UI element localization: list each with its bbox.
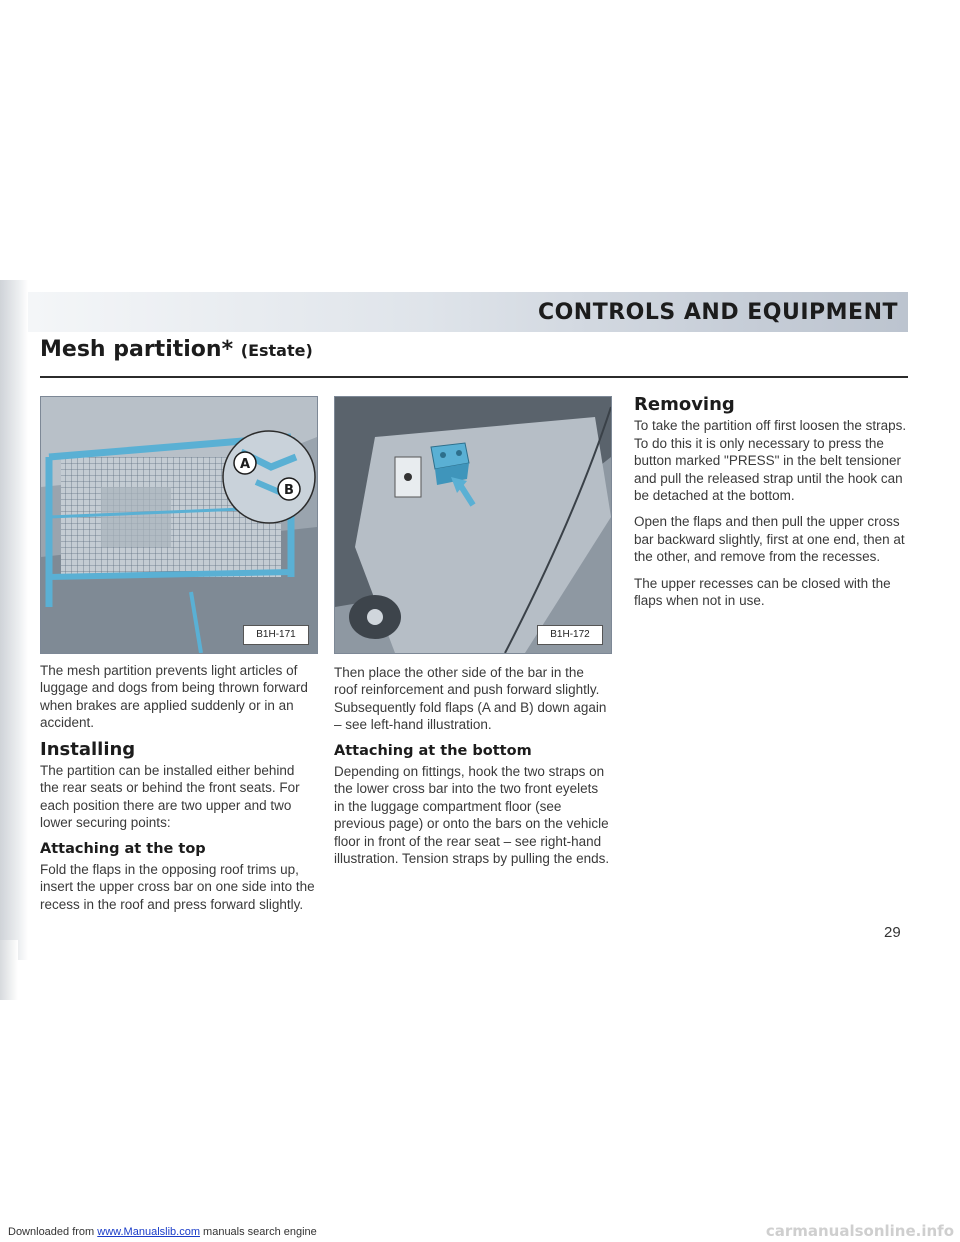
page-title bbox=[40, 337, 313, 362]
callout-b-label: B bbox=[284, 483, 294, 498]
removing-paragraph-2: Open the flaps and then pull the upper cross bar backward slightly, first at one end, then at the other, and remove from the recesses. bbox=[634, 514, 905, 565]
illustration-mesh-partition bbox=[40, 396, 318, 654]
attaching-top-paragraph: Fold the flaps in the opposing roof trims up, insert the upper cross bar on one side into the recess in the roof and press forward slightly. bbox=[40, 862, 315, 912]
removing-paragraph-1: To take the partition off first loosen the straps. To do this it is only necessary to press the button marked "PRESS" in the belt tensioner and pull the released strap until the hook can be detached at the bottom. bbox=[634, 418, 907, 504]
watermark-text: carmanualsonline.info bbox=[765, 1222, 954, 1240]
intro-paragraph: The mesh partition prevents light articles of luggage and dogs from being thrown forward when brakes are applied suddenly or in an accident. bbox=[40, 663, 308, 731]
page-title-main: Mesh partition* bbox=[40, 337, 234, 362]
attaching-bottom-paragraph: Depending on fittings, hook the two straps on the lower cross bar into the two front eyelets in the luggage compartment floor (see previous page) or onto the bars on the vehicle floor in front of the rear seat – see right-hand illustration. Tension straps by pulling the ends. bbox=[334, 764, 610, 867]
footer-prefix: Downloaded from bbox=[8, 1226, 98, 1238]
manualslib-link[interactable]: www.Manualslib.com bbox=[97, 1226, 200, 1238]
middle-column bbox=[334, 664, 610, 876]
heading-rule bbox=[40, 376, 908, 378]
footer-suffix: manuals search engine bbox=[199, 1226, 317, 1238]
figure-code-left: B1H-171 bbox=[243, 625, 309, 645]
attaching-top-heading: Attaching at the top bbox=[40, 840, 206, 857]
installing-heading: Installing bbox=[40, 738, 136, 760]
download-footer bbox=[8, 1226, 317, 1238]
section-title: CONTROLS AND EQUIPMENT bbox=[537, 300, 898, 325]
attaching-bottom-heading: Attaching at the bottom bbox=[334, 742, 532, 759]
callout-a-label: A bbox=[239, 457, 251, 472]
page-edge-shadow bbox=[0, 280, 28, 960]
mesh-partition-drawing bbox=[41, 397, 317, 653]
page-edge-shadow-lower bbox=[0, 940, 18, 1000]
left-column bbox=[40, 662, 316, 922]
figure-code-middle: B1H-172 bbox=[537, 625, 603, 645]
illustration-floor-eyelet bbox=[334, 396, 612, 654]
removing-paragraph-3: The upper recesses can be closed with the flaps when not in use. bbox=[634, 575, 891, 609]
right-column bbox=[634, 396, 910, 618]
page-title-sub: (Estate) bbox=[240, 341, 313, 360]
section-banner bbox=[28, 292, 908, 332]
continuation-paragraph: Then place the other side of the bar in the roof reinforcement and push forward slightly. Subsequently fold flaps (A and B) down again – see left-hand illustration. bbox=[334, 665, 607, 733]
removing-heading: Removing bbox=[634, 394, 735, 415]
page-number: 29 bbox=[884, 924, 901, 941]
floor-eyelet-drawing bbox=[335, 397, 611, 653]
installing-paragraph: The partition can be installed either behind the rear seats or behind the front seats. For each position there are two upper and two lower securing points: bbox=[40, 763, 300, 831]
